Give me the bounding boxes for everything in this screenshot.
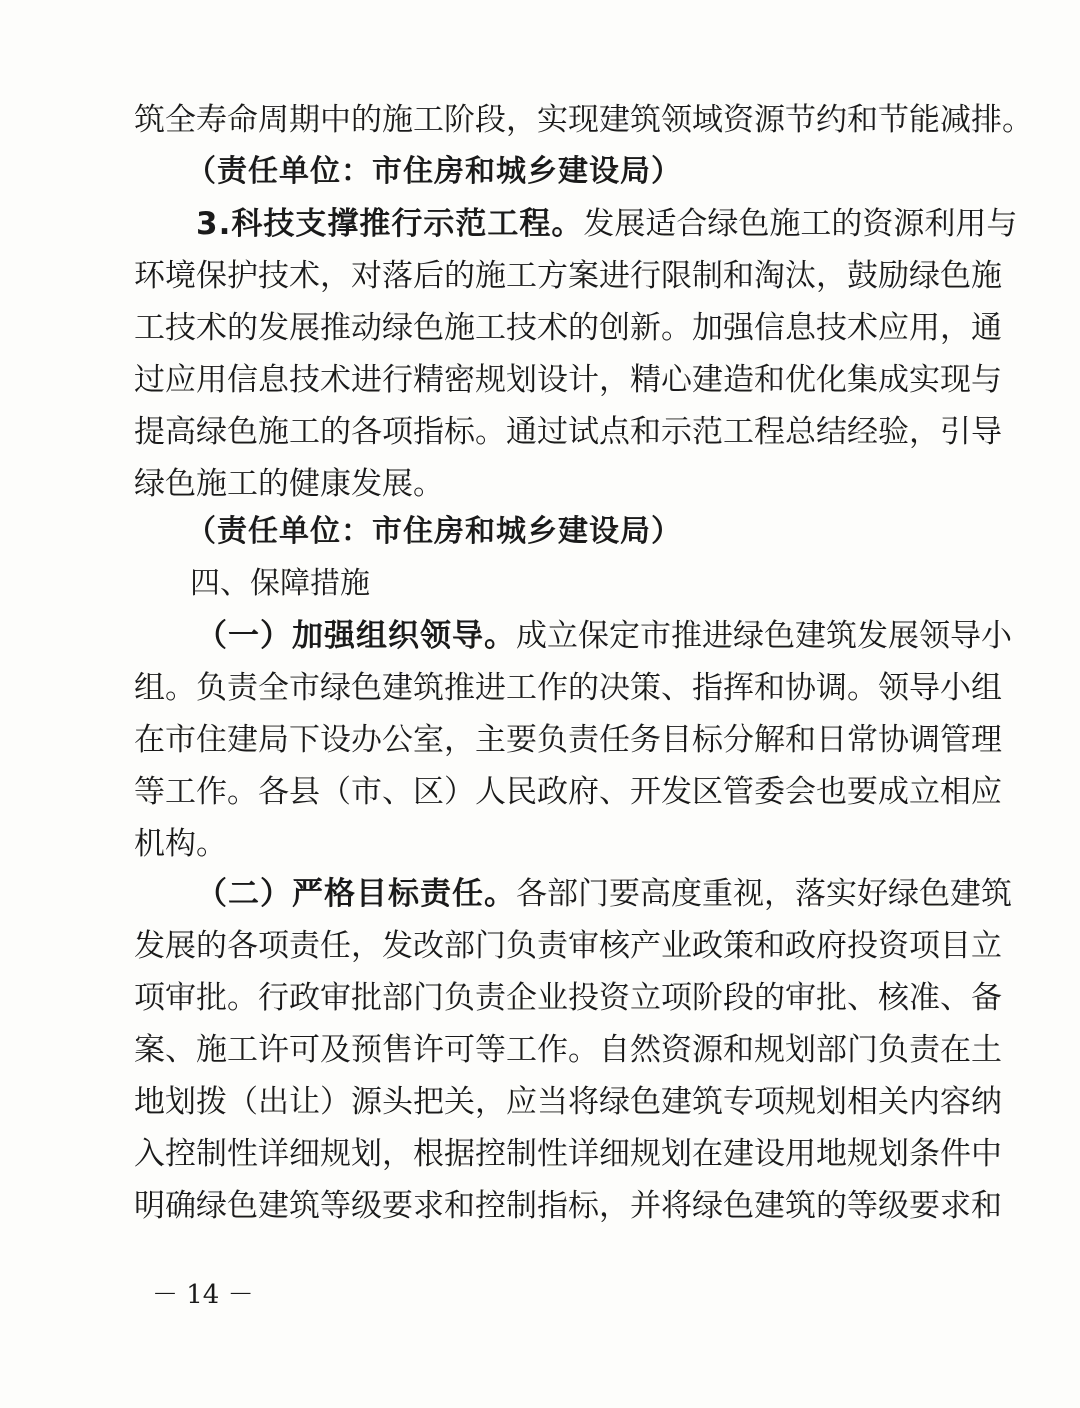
paragraph-3-line-2 [134, 256, 1002, 296]
subsection-title-1: （一）加强组织领导。 [196, 618, 516, 654]
line-text: 明确绿色建筑等级要求和控制指标，并将绿色建筑的等级要求和 [134, 1188, 1002, 1224]
line-text: 地划拨（出让）源头把关，应当将绿色建筑专项规划相关内容纳 [134, 1084, 1002, 1120]
subsection-1-line-4 [134, 772, 1002, 812]
responsibility-unit-1: （责任单位：市住房和城乡建设局） [186, 154, 682, 189]
line-text: 等工作。各县（市、区）人民政府、开发区管委会也要成立相应 [134, 774, 1002, 810]
line-text: 工技术的发展推动绿色施工技术的创新。加强信息技术应用，通 [134, 310, 1002, 346]
paragraph-3-line-3 [134, 308, 1002, 348]
subsection-2-line-2 [134, 926, 1002, 966]
line-text: 发展的各项责任，发改部门负责审核产业政策和政府投资项目立 [134, 928, 1002, 964]
paragraph-3-line-1 [196, 204, 1018, 244]
subsection-1-line-1 [196, 616, 1012, 656]
line-text: 案、施工许可及预售许可等工作。自然资源和规划部门负责在土 [134, 1032, 1002, 1068]
subsection-1-line-2 [134, 668, 1002, 708]
line-text: 项审批。行政审批部门负责企业投资立项阶段的审批、核准、备 [134, 980, 1002, 1016]
section-title-3: 3.科技支撑推行示范工程。 [196, 206, 584, 242]
subsection-2-line-3 [134, 978, 1002, 1018]
line-text: 环境保护技术，对落后的施工方案进行限制和淘汰，鼓励绿色施 [134, 258, 1002, 294]
subsection-2-line-7 [134, 1186, 1002, 1226]
line-text: 成立保定市推进绿色建筑发展领导小 [516, 618, 1012, 654]
subsection-1-line-5 [134, 824, 944, 864]
line-text: 过应用信息技术进行精密规划设计，精心建造和优化集成实现与 [134, 362, 1002, 398]
paragraph-line-1 [134, 100, 1033, 140]
subsection-2-line-6 [134, 1134, 1002, 1174]
paragraph-3-line-5 [134, 412, 1002, 452]
subsection-title-2: （二）严格目标责任。 [196, 876, 516, 912]
subsection-2-line-1 [196, 874, 1012, 914]
section-heading-4: 四、保障措施 [190, 566, 370, 601]
subsection-2-line-4 [134, 1030, 1002, 1070]
line-text: 组。负责全市绿色建筑推进工作的决策、指挥和协调。领导小组 [134, 670, 1002, 706]
line-text: 机构。 [134, 826, 227, 862]
line-text: 各部门要高度重视，落实好绿色建筑 [516, 876, 1012, 912]
line-text: 在市住建局下设办公室，主要负责任务目标分解和日常协调管理 [134, 722, 1002, 758]
subsection-1-line-3 [134, 720, 1002, 760]
paragraph-3-line-4 [134, 360, 1002, 400]
subsection-2-line-5 [134, 1082, 1002, 1122]
page-number: － 14 － [152, 1280, 254, 1310]
line-text: 发展适合绿色施工的资源利用与 [583, 206, 1018, 242]
line-text: 绿色施工的健康发展。 [134, 466, 444, 502]
line-text: 提高绿色施工的各项指标。通过试点和示范工程总结经验，引导 [134, 414, 1002, 450]
paragraph-3-line-6 [134, 464, 944, 504]
line-text: 筑全寿命周期中的施工阶段，实现建筑领域资源节约和节能减排。 [134, 102, 1033, 138]
responsibility-unit-2: （责任单位：市住房和城乡建设局） [186, 514, 682, 549]
line-text: 入控制性详细规划，根据控制性详细规划在建设用地规划条件中 [134, 1136, 1002, 1172]
